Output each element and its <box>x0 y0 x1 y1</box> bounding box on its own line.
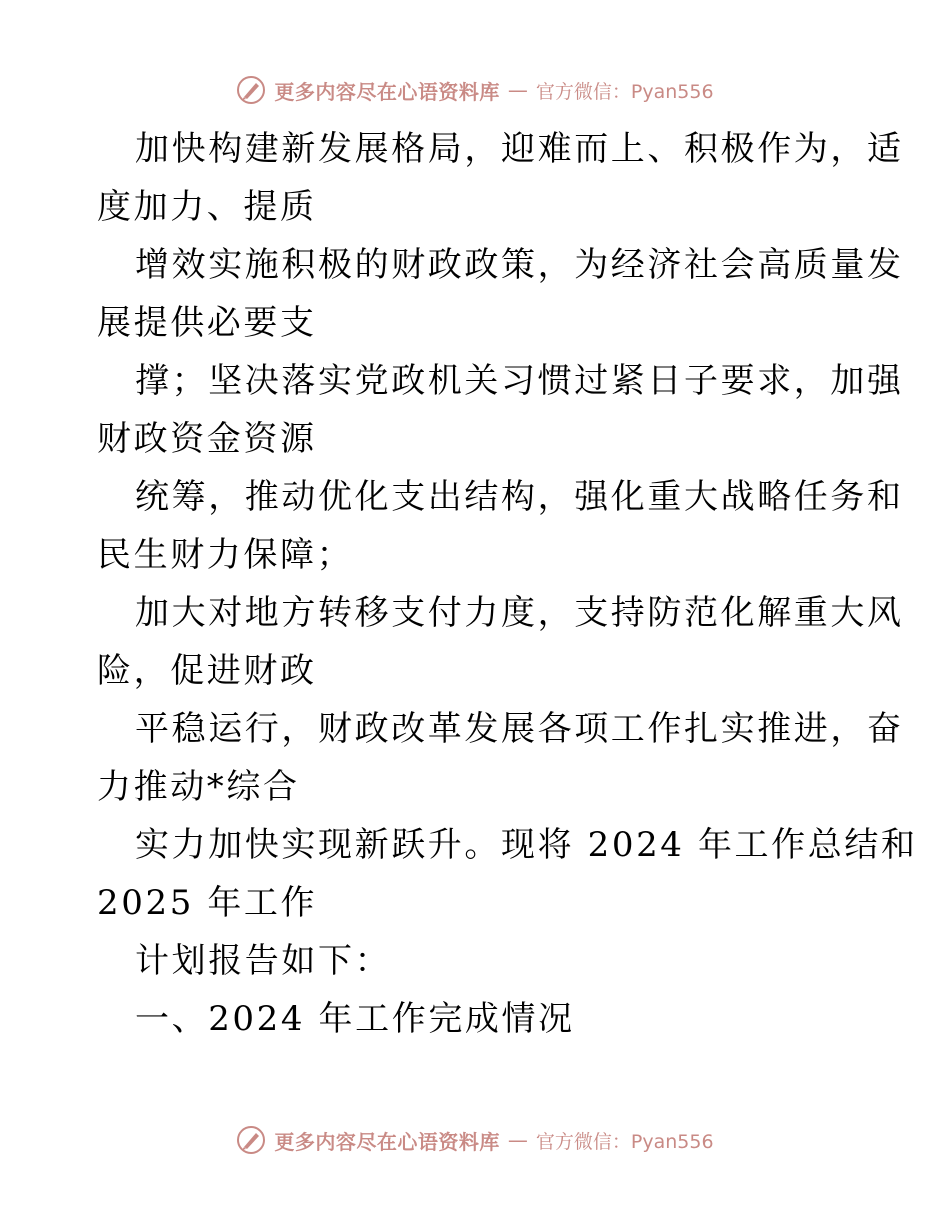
text-line: 计划报告如下： <box>135 941 392 981</box>
text-line: 财政资金资源 <box>97 419 317 459</box>
watermark-separator: — <box>507 1128 528 1152</box>
text-line: 统筹，推动优化支出结构，强化重大战略任务和 <box>135 477 904 517</box>
text-line: 增效实施积极的财政政策，为经济社会高质量发 <box>135 245 904 285</box>
text-line: 度加力、提质 <box>97 187 317 227</box>
text-line: 民生财力保障； <box>97 535 354 575</box>
watermark-text: 更多内容尽在心语资料库 <box>274 79 500 104</box>
watermark-text: 更多内容尽在心语资料库 <box>274 1129 500 1154</box>
watermark-wechat: 官方微信：Pyan556 <box>535 80 714 103</box>
text-line: 2025 年工作 <box>97 883 318 923</box>
text-line: 展提供必要支 <box>97 303 317 343</box>
header-watermark <box>0 70 950 110</box>
text-line: 险，促进财政 <box>97 651 317 691</box>
text-line: 力推动*综合 <box>97 767 300 807</box>
text-line: 平稳运行，财政改革发展各项工作扎实推进，奋 <box>135 709 904 749</box>
text-line: 加快构建新发展格局，迎难而上、积极作为，适 <box>135 129 904 169</box>
quill-pen-logo-icon <box>236 75 266 105</box>
text-line: 实力加快实现新跃升。现将 2024 年工作总结和 <box>135 825 918 865</box>
text-line: 加大对地方转移支付力度，支持防范化解重大风 <box>135 593 904 633</box>
watermark-separator: — <box>507 78 528 102</box>
section-heading: 一、2024 年工作完成情况 <box>135 999 575 1039</box>
footer-watermark <box>0 1120 950 1160</box>
text-line: 撑；坚决落实党政机关习惯过紧日子要求，加强 <box>135 361 904 401</box>
watermark-wechat: 官方微信：Pyan556 <box>535 1130 714 1153</box>
document-body <box>97 120 918 1048</box>
quill-pen-logo-icon <box>236 1125 266 1155</box>
